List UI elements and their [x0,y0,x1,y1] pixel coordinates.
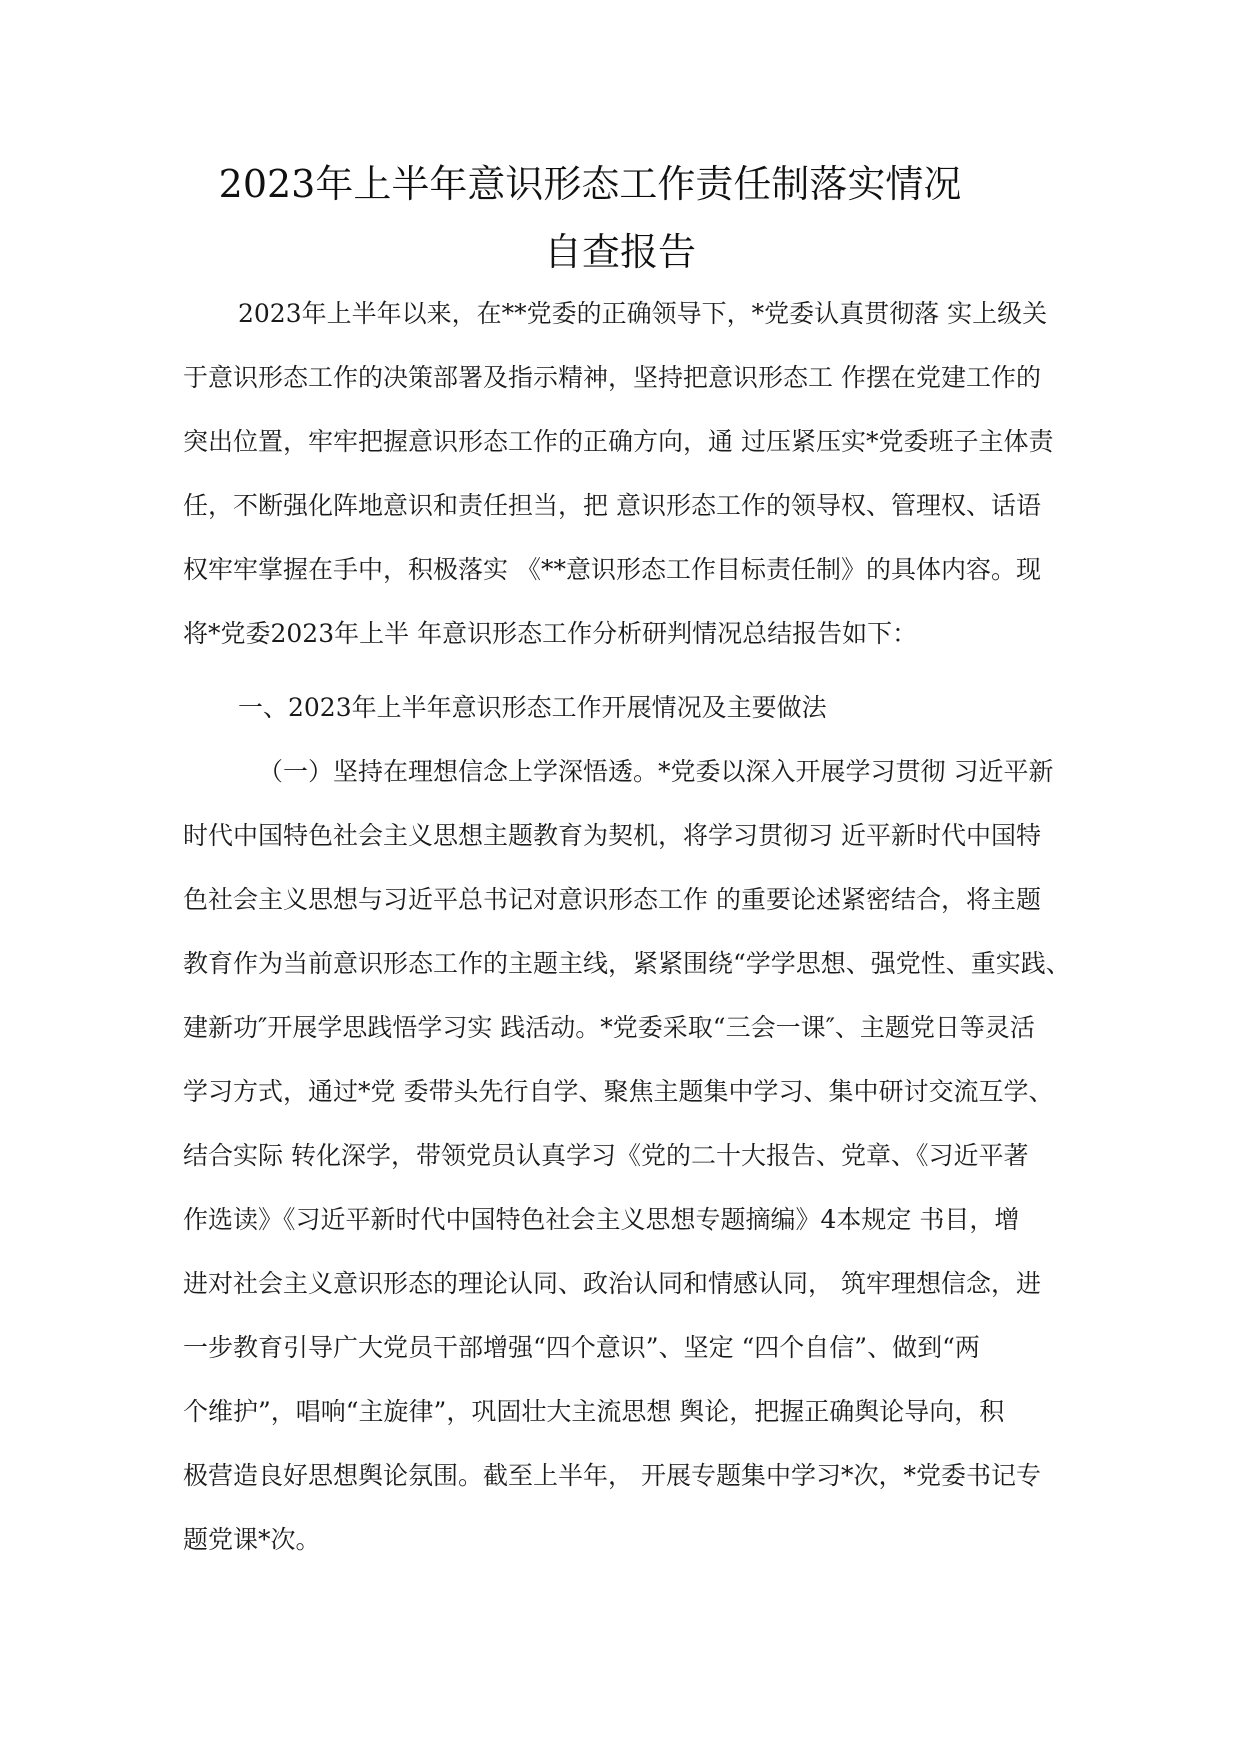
paragraph-line: 突出位置，牢牢把握意识形态工作的正确方向，通 过压紧压实*党委班子主体责 [183,427,1054,456]
paragraph-line: 时代中国特色社会主义思想主题教育为契机，将学习贯彻习 近平新时代中国特 [183,821,1041,850]
paragraph-line: 结合实际 转化深学，带领党员认真学习《党的二十大报告、党章、《习近平著 [183,1141,1029,1170]
paragraph-line: （一）坚持在理想信念上学深悟透。*党委以深入开展学习贯彻 习近平新 [258,757,1054,786]
paragraph-line: 题党课*次。 [183,1525,321,1554]
document-title-line-1: 2023年上半年意识形态工作责任制落实情况 [218,162,962,206]
paragraph-line: 一步教育引导广大党员干部增强“四个意识”、坚定 “四个自信”、做到“两 [183,1333,980,1362]
paragraph-line: 权牢牢掌握在手中，积极落实 《**意识形态工作目标责任制》的具体内容。现 [183,555,1041,584]
paragraph-line: 任，不断强化阵地意识和责任担当，把 意识形态工作的领导权、管理权、话语 [183,491,1041,520]
paragraph-line: 于意识形态工作的决策部署及指示精神，坚持把意识形态工 作摆在党建工作的 [183,363,1041,392]
paragraph-line: 进对社会主义意识形态的理论认同、政治认同和情感认同， 筑牢理想信念，进 [183,1269,1041,1298]
paragraph-line: 作选读》《习近平新时代中国特色社会主义思想专题摘编》4本规定 书目，增 [183,1205,1020,1234]
paragraph-line: 色社会主义思想与习近平总书记对意识形态工作 的重要论述紧密结合，将主题 [183,885,1041,914]
paragraph-line: 极营造良好思想舆论氛围。截至上半年， 开展专题集中学习*次，*党委书记专 [183,1461,1041,1490]
paragraph-line: 教育作为当前意识形态工作的主题主线，紧紧围绕“学学思想、强党性、重实践、 [183,949,1071,978]
paragraph-line: 学习方式，通过*党 委带头先行自学、聚焦主题集中学习、集中研讨交流互学、 [183,1077,1054,1106]
paragraph-line: 建新功″开展学思践悟学习实 践活动。*党委采取“三会一课″、主题党日等灵活 [183,1013,1035,1042]
paragraph-line: 个维护”，唱响“主旋律”，巩固壮大主流思想 舆论，把握正确舆论导向，积 [183,1397,1005,1426]
document-title-line-2: 自查报告 [543,230,696,274]
section-heading: 一、2023年上半年意识形态工作开展情况及主要做法 [238,693,827,722]
paragraph-line: 将*党委2023年上半 年意识形态工作分析研判情况总结报告如下： [183,619,918,648]
paragraph-line: 2023年上半年以来，在**党委的正确领导下，*党委认真贯彻落 实上级关 [238,299,1048,328]
